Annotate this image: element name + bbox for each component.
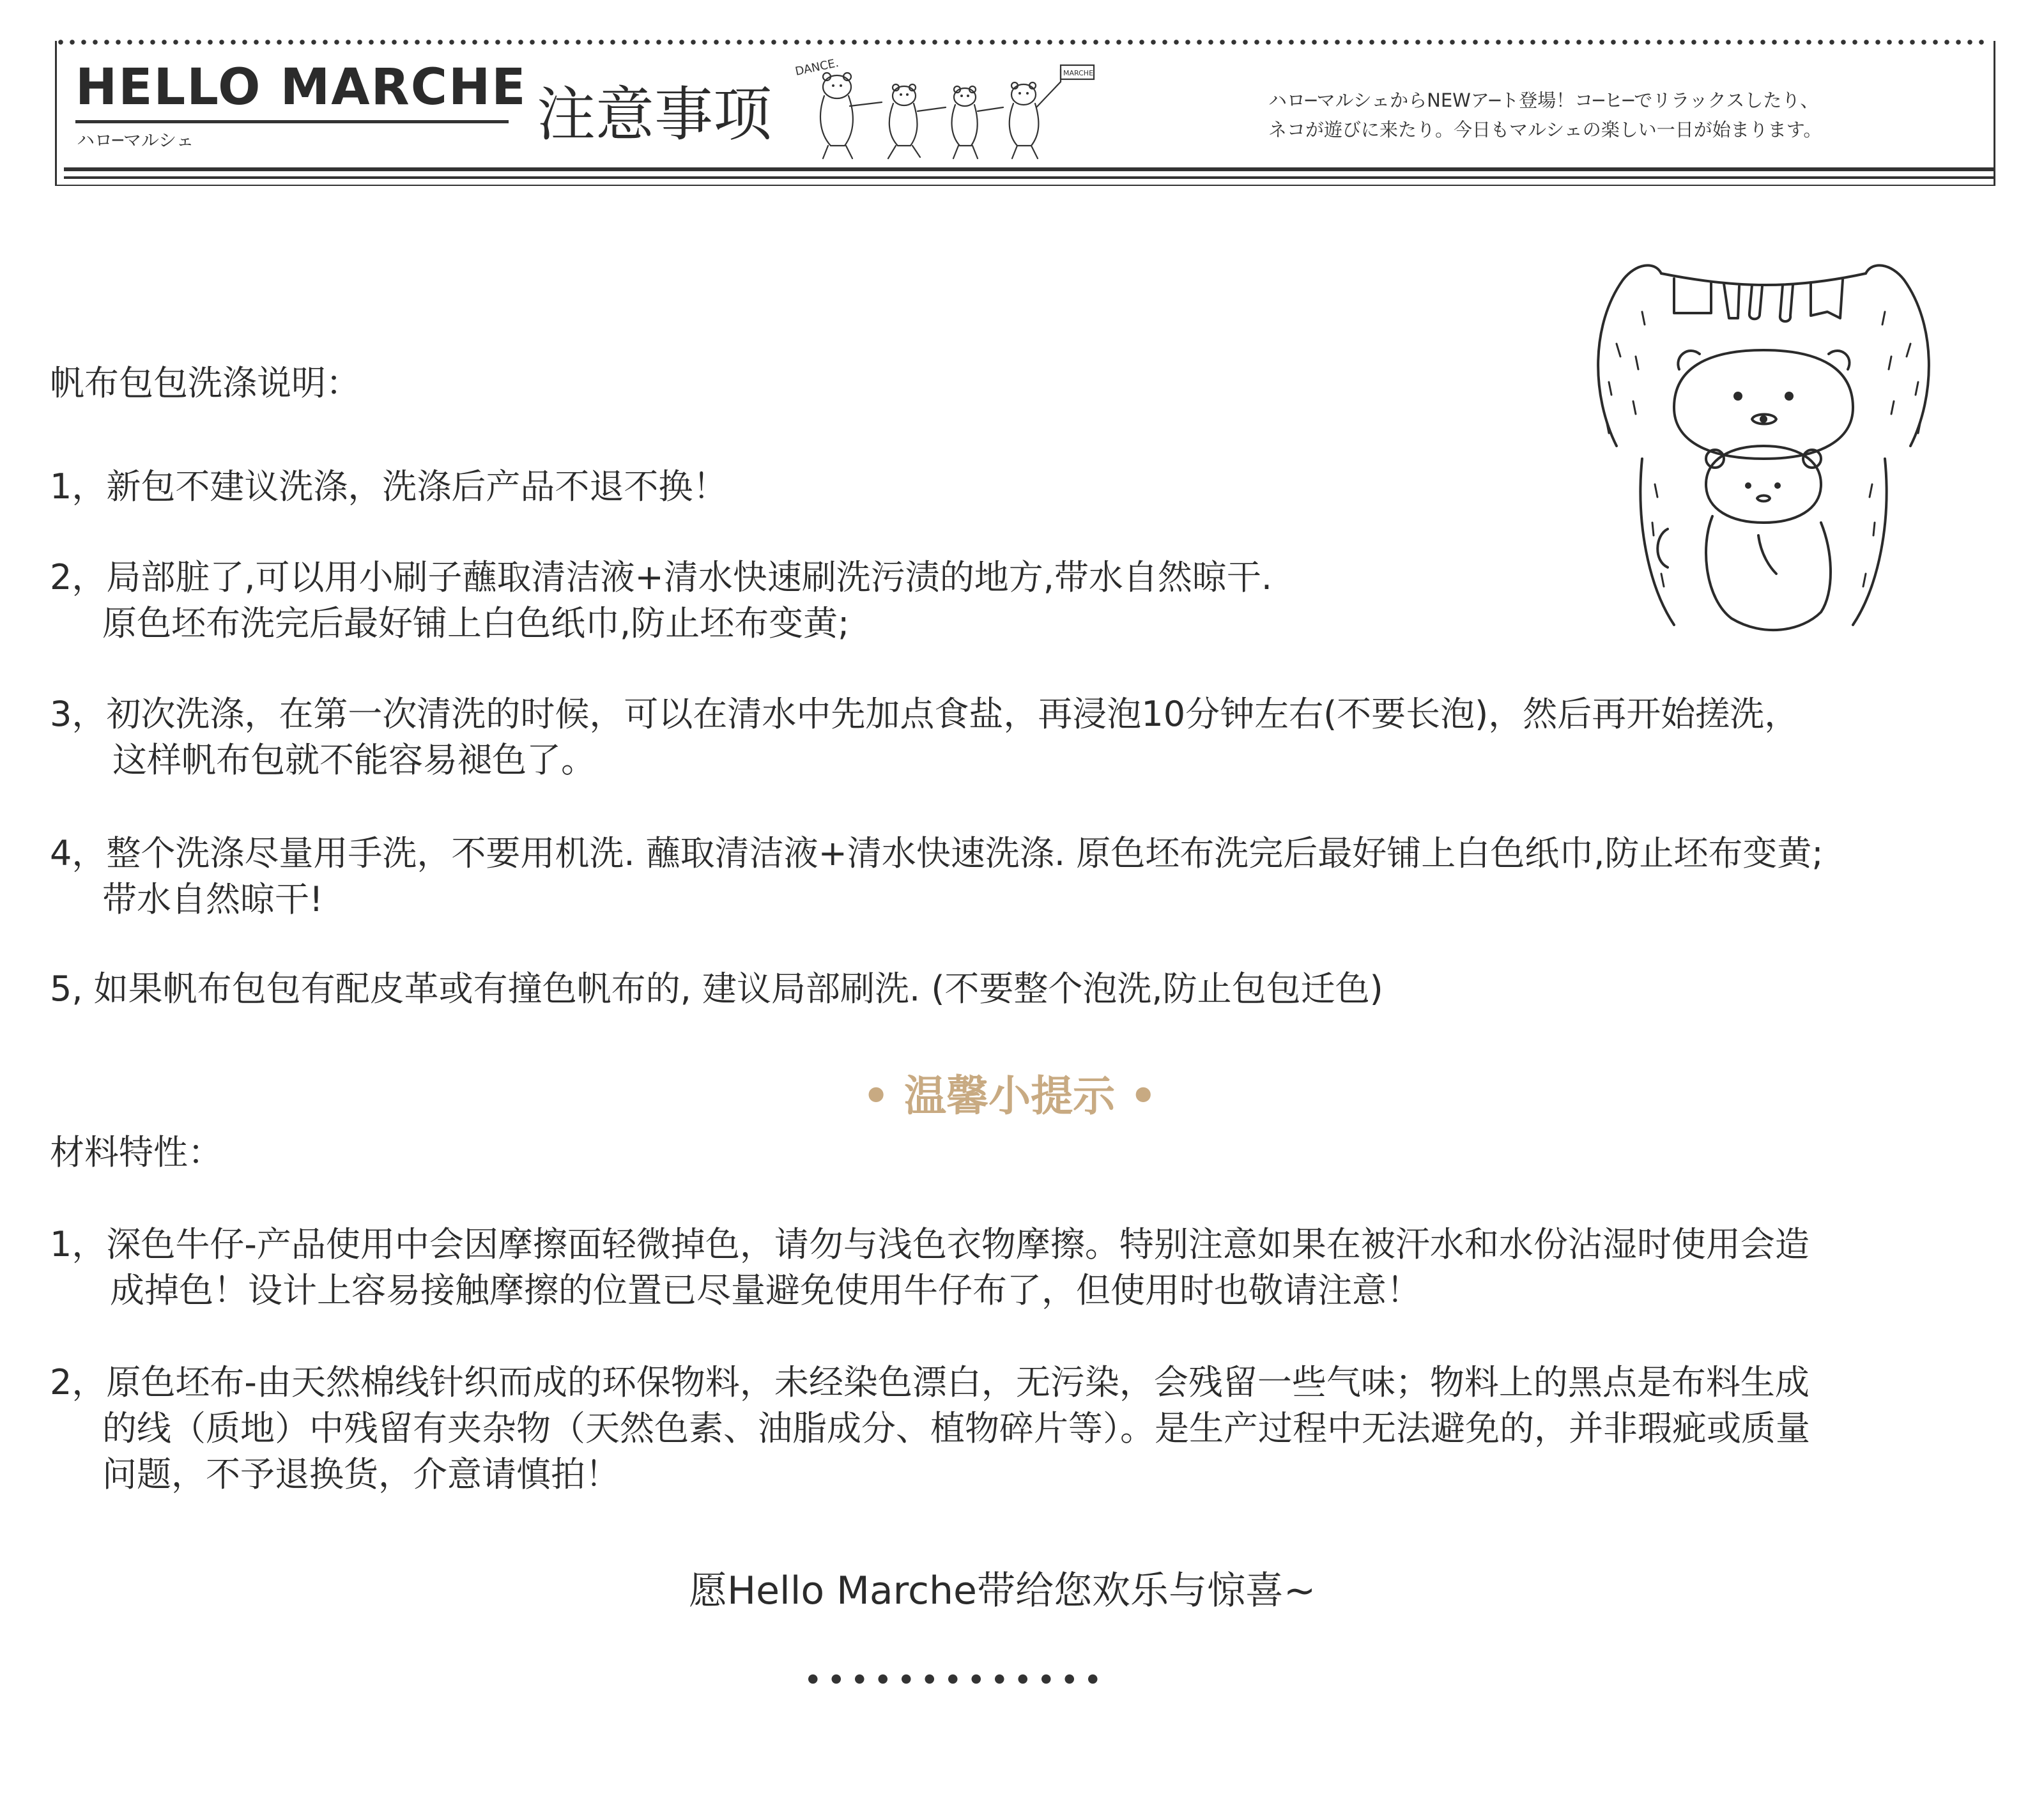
art-text-dance: DANCE. — [794, 56, 840, 79]
header-rule-thick — [64, 167, 1994, 171]
washing-item-1: 1，新包不建议洗涤，洗涤后产品不退不换！ — [50, 466, 728, 507]
materials-item-1-line-1: 1，深色牛仔-产品使用中会因摩擦面轻微掉色，请勿与浅色衣物摩擦。特别注意如果在被汗水和水份沾湿时使用会造 — [50, 1224, 1810, 1264]
materials-item-2-line-2: 的线（质地）中残留有夹杂物（天然色素、油脂成分、植物碎片等）。是生产过程中无法避免的，并非瑕疵或质量 — [102, 1408, 1810, 1448]
washing-item-4-line-1: 4，整个洗涤尽量用手洗，不要用机洗. 蘸取清洁液+清水快速洗涤. 原色坯布洗完后最好铺上白色纸巾,防止坯布变黄; — [50, 833, 1824, 873]
materials-item-2-line-1: 2，原色坯布-由天然棉线针织而成的环保物料，未经染色漂白，无污染，会残留一些气味；物料上的黑点是布料生成 — [50, 1362, 1810, 1402]
header-right-border — [1994, 41, 1995, 185]
brand-underline — [75, 120, 509, 123]
tagline-line-1: ハロ─マルシェからNEWア─ト登場！コ─ヒ─でリラックスしたり、 — [1268, 89, 1819, 111]
washing-item-2-line-2: 原色坯布洗完后最好铺上白色纸巾,防止坯布变黄; — [102, 603, 850, 643]
bear-laundry-illustration — [1578, 254, 1949, 638]
tip-title: • 温馨小提示 • — [863, 1071, 1157, 1121]
materials-heading: 材料特性： — [50, 1132, 222, 1172]
header-dotted-border — [55, 38, 1987, 46]
washing-heading: 帆布包包洗涤说明： — [50, 363, 360, 403]
brand-logo-text: HELLO MARCHE — [75, 59, 527, 116]
materials-item-2-line-3: 问题，不予退换货，介意请慎拍！ — [102, 1454, 620, 1494]
tagline-line-2: ネコが遊びに来たり。今日もマルシェの楽しい一日が始まります。 — [1268, 119, 1822, 141]
washing-item-4-line-2: 带水自然晾干! — [102, 879, 323, 919]
page-title: 注意事项 — [537, 81, 772, 149]
header-rule-thin — [55, 185, 1995, 186]
header-rule-middle — [64, 176, 1994, 179]
brand-subtitle: ハロ─マルシェ — [77, 130, 194, 151]
washing-item-3-line-2: 这样帆布包就不能容易褪色了。 — [112, 740, 596, 780]
header-tagline — [1268, 86, 1822, 144]
header-left-border — [55, 41, 57, 185]
art-text-marche: MARCHE — [1063, 69, 1094, 77]
footer-dots-divider — [801, 1672, 1104, 1686]
washing-item-5: 5, 如果帆布包包有配皮革或有撞色帆布的, 建议局部刷洗. (不要整个泡洗,防止包包迁色) — [50, 969, 1383, 1009]
washing-item-2-line-1: 2，局部脏了,可以用小刷子蘸取清洁液+清水快速刷洗污渍的地方,带水自然晾干. — [50, 557, 1273, 597]
washing-item-3-line-1: 3，初次洗涤，在第一次清洗的时候，可以在清水中先加点食盐，再浸泡10分钟左右(不要长泡)，然后再开始搓洗， — [50, 694, 1799, 734]
closing-wish: 愿Hello Marche带给您欢乐与惊喜~ — [689, 1569, 1316, 1613]
materials-item-1-line-2: 成掉色！设计上容易接触摩擦的位置已尽量避免使用牛仔布了，但使用时也敬请注意！ — [110, 1270, 1421, 1310]
dancing-bears-illustration — [792, 56, 1099, 164]
